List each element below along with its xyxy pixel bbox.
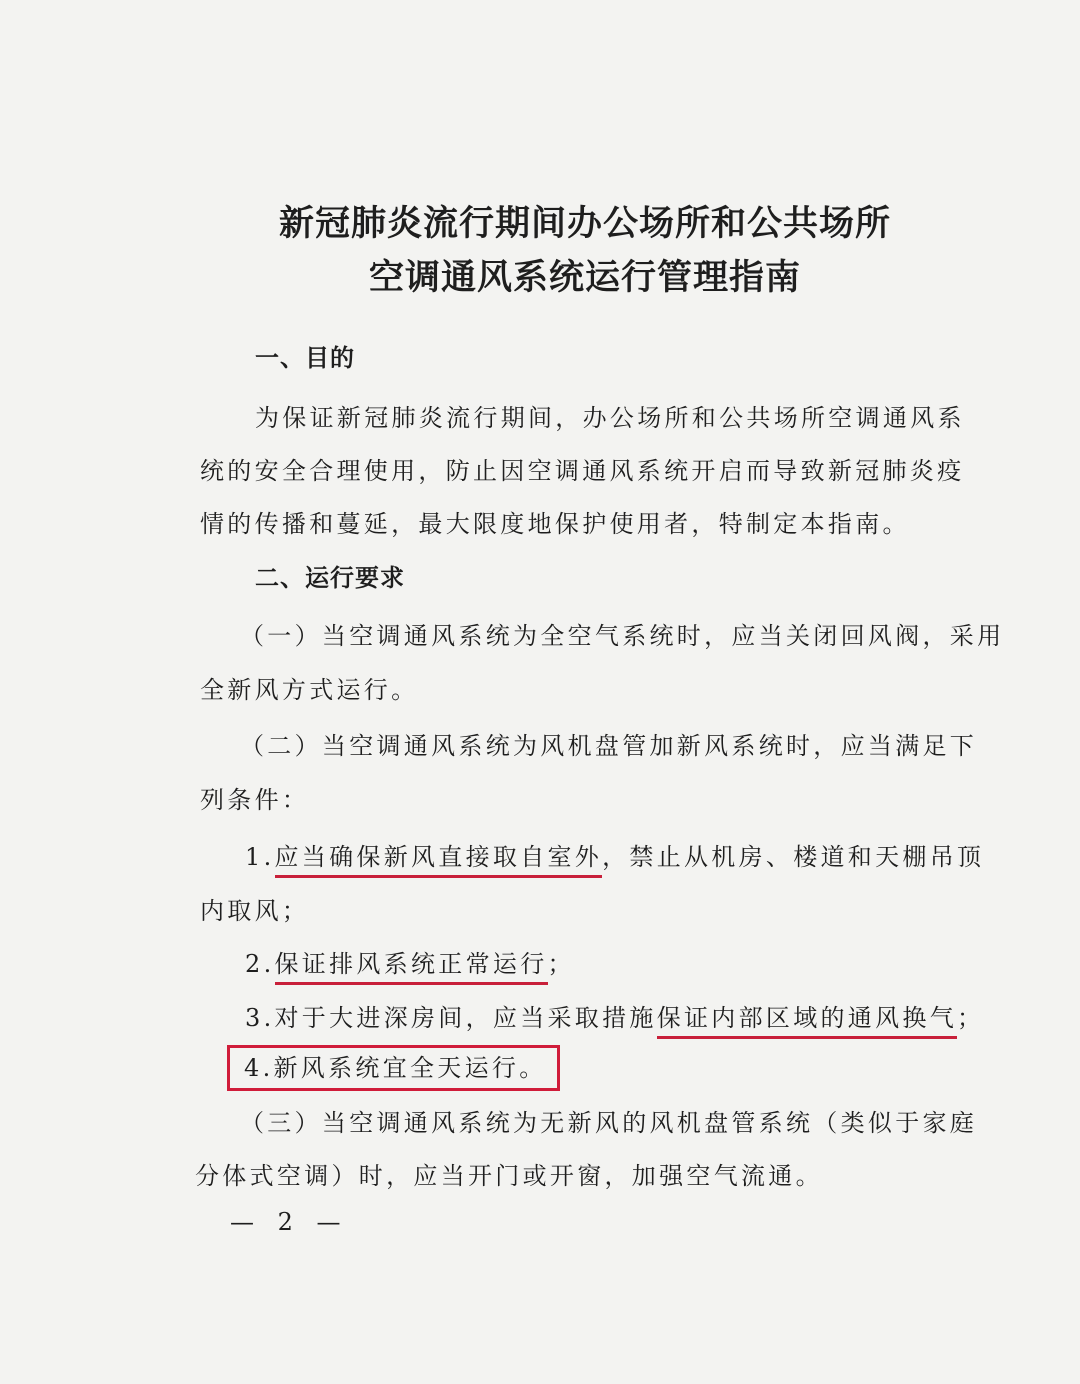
paragraph-line: 为保证新冠肺炎流行期间，办公场所和公共场所空调通风系 <box>255 404 965 432</box>
section-heading-purpose: 一、目的 <box>255 344 355 372</box>
paragraph-line: 全新风方式运行。 <box>200 676 419 704</box>
condition-text: ； <box>957 1004 985 1032</box>
paragraph-line: 统的安全合理使用，防止因空调通风系统开启而导致新冠肺炎疫 <box>200 457 965 485</box>
condition-text: 3.对于大进深房间，应当采取措施 <box>245 1004 657 1032</box>
paragraph-line: 分体式空调）时，应当开门或开窗，加强空气流通。 <box>195 1162 823 1190</box>
condition-text: ，禁止从机房、楼道和天棚吊顶 <box>602 843 985 871</box>
red-underline-highlight: 应当确保新风直接取自室外 <box>275 843 603 878</box>
condition-3 <box>245 1002 984 1034</box>
paragraph-line: 情的传播和蔓延，最大限度地保护使用者，特制定本指南。 <box>200 510 910 538</box>
condition-text: ； <box>547 950 575 978</box>
condition-prefix: 2. <box>245 950 275 978</box>
condition-1 <box>245 841 984 873</box>
document-title-line-1: 新冠肺炎流行期间办公场所和公共场所 <box>278 204 891 244</box>
paragraph-line: （二）当空调通风系统为风机盘管加新风系统时，应当满足下 <box>240 732 978 760</box>
paragraph-line: 内取风； <box>200 897 310 925</box>
section-heading-requirements: 二、运行要求 <box>255 564 405 592</box>
paragraph-line: （一）当空调通风系统为全空气系统时，应当关闭回风阀，采用 <box>240 622 1005 650</box>
paragraph-line: （三）当空调通风系统为无新风的风机盘管系统（类似于家庭 <box>240 1109 978 1137</box>
red-box-highlight: 4.新风系统宜全天运行。 <box>227 1045 560 1091</box>
page-number: — 2 — <box>230 1208 349 1236</box>
red-underline-highlight: 保证排风系统正常运行 <box>275 950 548 985</box>
condition-prefix: 1. <box>245 843 275 871</box>
condition-4 <box>245 1052 560 1084</box>
red-underline-highlight: 保证内部区域的通风换气 <box>657 1004 957 1039</box>
paragraph-line: 列条件： <box>200 786 310 814</box>
condition-2 <box>245 948 575 980</box>
document-title-line-2: 空调通风系统运行管理指南 <box>368 258 801 298</box>
